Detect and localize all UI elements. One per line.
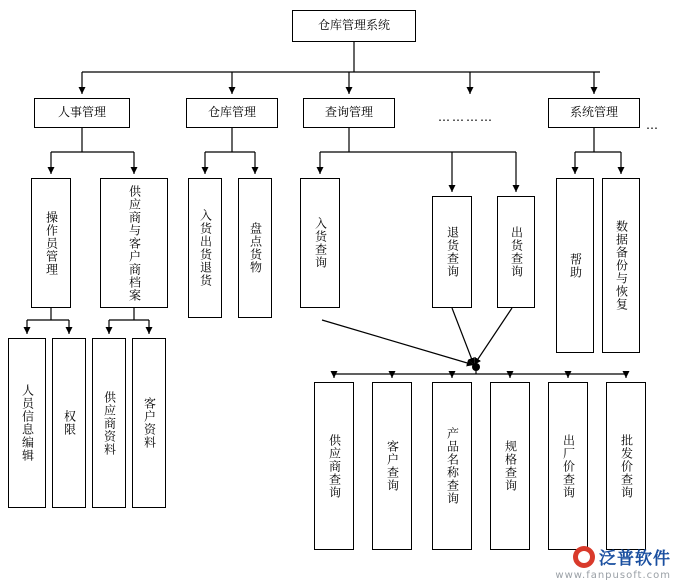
node-label: 仓库管理 [207, 105, 256, 120]
node-label: 数据备份与恢复 [614, 220, 629, 311]
node-returnquery[interactable] [432, 196, 472, 308]
node-label: 出货查询 [509, 226, 524, 278]
node-facquery[interactable] [548, 382, 588, 550]
node-outquery[interactable] [497, 196, 535, 308]
node-label: 权限 [62, 410, 77, 436]
node-hr[interactable] [34, 98, 130, 128]
node-label: 产品名称查询 [445, 427, 460, 505]
node-prodquery[interactable] [432, 382, 472, 550]
node-backup[interactable] [602, 178, 640, 353]
node-cusinfo[interactable] [132, 338, 166, 508]
watermark [555, 544, 671, 581]
node-root[interactable] [292, 10, 416, 42]
node-help[interactable] [556, 178, 594, 353]
ellipsis-right: … [646, 118, 660, 132]
brand-logo-icon [573, 546, 595, 568]
node-label: 供应商查询 [327, 433, 342, 499]
watermark-row [573, 544, 671, 569]
node-label: 入货查询 [313, 217, 328, 269]
node-cusquery[interactable] [372, 382, 412, 550]
node-inquery[interactable] [300, 178, 340, 308]
node-supcusfile[interactable] [100, 178, 168, 308]
node-query[interactable] [303, 98, 395, 128]
node-staffinfo[interactable] [8, 338, 46, 508]
node-label: 查询管理 [324, 105, 373, 120]
node-supinfo[interactable] [92, 338, 126, 508]
node-label: 人员信息编辑 [20, 384, 35, 462]
node-label: 退货查询 [445, 226, 460, 278]
node-label: 批发价查询 [619, 433, 634, 499]
node-operator[interactable] [31, 178, 71, 308]
node-label: 操作员管理 [44, 210, 59, 276]
node-specquery[interactable] [490, 382, 530, 550]
node-stocktake[interactable] [238, 178, 272, 318]
node-label: 规格查询 [503, 440, 518, 492]
node-label: 供应商资料 [102, 390, 117, 456]
node-label: 入货出货退货 [198, 209, 213, 287]
node-system[interactable] [548, 98, 640, 128]
node-label: 系统管理 [569, 105, 618, 120]
brand-name: 泛普软件 [599, 549, 671, 569]
node-label: 仓库管理系统 [317, 18, 390, 33]
node-label: 帮助 [568, 252, 583, 279]
node-label: 人事管理 [57, 105, 106, 120]
ellipsis-middle: ………… [438, 110, 494, 124]
node-label: 客户资料 [142, 397, 157, 449]
node-warehouse[interactable] [186, 98, 278, 128]
node-supquery[interactable] [314, 382, 354, 550]
node-label: 供应商与客户商档案 [127, 184, 142, 302]
node-inout[interactable] [188, 178, 222, 318]
node-label: 客户查询 [385, 440, 400, 492]
node-wholequery[interactable] [606, 382, 646, 550]
brand-url: www.fanpusoft.com [555, 570, 671, 581]
node-label: 盘点货物 [248, 222, 263, 274]
node-auth[interactable] [52, 338, 86, 508]
node-label: 出厂价查询 [561, 433, 576, 499]
